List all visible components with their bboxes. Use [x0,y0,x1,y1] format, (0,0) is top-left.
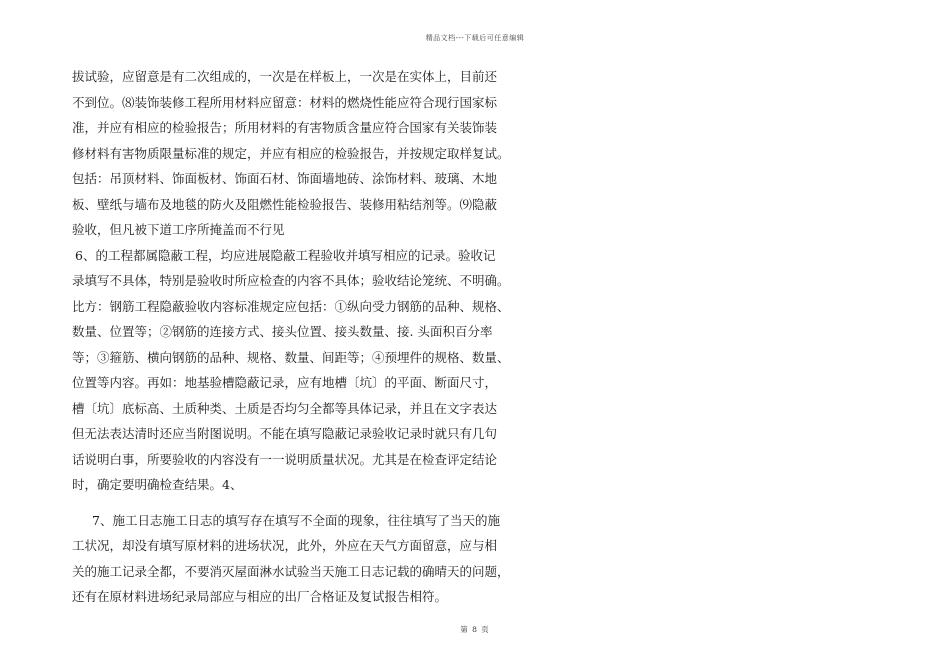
text-line: 板、壁纸与墙布及地毯的防火及阻燃性能检验报告、装修用粘结剂等。⑼隐蔽 [72,196,498,212]
text-line: 关的施工记录全都，不要消灭屋面淋水试验当天施工日志记载的确晴天的问题， [72,563,510,579]
page-header: 精品文档---下载后可任意编辑 [425,34,525,42]
text-line: 位置等内容。再如：地基验槽隐蔽记录，应有地槽〔坑〕的平面、断面尺寸， [72,375,498,390]
document-body [72,64,510,610]
text-line: 验收，但凡被下道工序所掩盖而不行见 [72,222,285,237]
text-line: 但无法表达清时还应当附图说明。不能在填写隐蔽记录验收记录时就只有几句 [72,426,498,441]
text-line: 比方：钢筋工程隐蔽验收内容标准规定应包括：①纵向受力钢筋的品种、规格、 [72,298,510,314]
text-line: 准，并应有相应的检验报告；所用材料的有害物质含量应符合国家有关装饰装 [72,120,498,135]
text-line: 不到位。⑻装饰装修工程所用材料应留意：材料的燃烧性能应符合现行国家标 [72,94,498,110]
text-line: 槽〔坑〕底标高、土质种类、土质是否均匀全都等具体记录，并且在文字表达 [72,400,498,416]
text-line: 包括：吊顶材料、饰面板材、饰面石材、饰面墙地砖、涂饰材料、玻璃、木地 [72,171,498,186]
paragraph-3 [72,508,510,610]
text-line: 拔试验，应留意是有二次组成的，一次是在样板上，一次是在实体上，目前还 [72,69,498,84]
text-line: 录填写不具体，特别是验收时所应检查的内容不具体；验收结论笼统、不明确。 [72,273,510,288]
text-line: 6、的工程都属隐蔽工程，均应进展隐蔽工程验收并填写相应的记录。验收记 [75,247,496,263]
paragraph-2 [72,243,510,498]
text-line: 数量、位置等；②钢筋的连接方式、接头位置、接头数量、接. 头面积百分率 [72,324,493,339]
text-line: 工状况，却没有填写原材料的进场状况，此外，外应在天气方面留意，应与相 [72,538,498,553]
text-line: 话说明白事，所要验收的内容没有一一说明质量状况。尤其是在检查评定结论 [72,451,498,467]
paragraph-1 [72,64,510,243]
text-line: 时，确定要明确检查结果。4、 [72,477,243,492]
paragraph-spacer [72,498,472,508]
page-number: 第 8 页 [460,625,490,634]
text-line: 7、施工日志施工日志的填写存在填写不全面的现象，往往填写了当天的施 [92,512,500,528]
text-line: 等；③箍筋、横向钢筋的品种、规格、数量、间距等；④预埋件的规格、数量、 [72,349,510,365]
text-line: 还有在原材料进场纪录局部应与相应的出厂合格证及复试报告相符。 [72,589,448,604]
text-line: 修材料有害物质限量标准的规定，并应有相应的检验报告，并按规定取样复试。 [72,145,510,161]
